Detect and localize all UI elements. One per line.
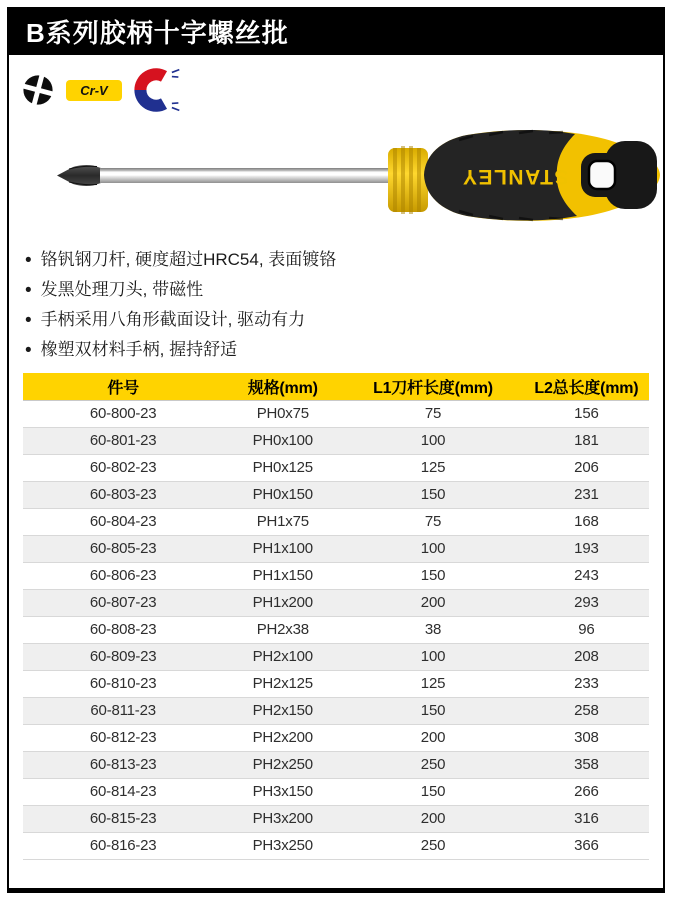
table-cell: 250 <box>342 751 524 778</box>
table-cell: PH1x75 <box>223 508 342 535</box>
feature-list <box>25 245 663 365</box>
table-cell: 100 <box>342 535 524 562</box>
table-cell: 266 <box>524 778 649 805</box>
table-cell: 60-813-23 <box>23 751 223 778</box>
table-cell: PH0x150 <box>223 481 342 508</box>
table-cell: 60-815-23 <box>23 805 223 832</box>
table-row <box>23 481 649 508</box>
table-cell: PH0x125 <box>223 454 342 481</box>
table-cell: 60-812-23 <box>23 724 223 751</box>
table-cell: 38 <box>342 616 524 643</box>
table-cell: PH1x100 <box>223 535 342 562</box>
table-row <box>23 778 649 805</box>
spec-table <box>23 373 649 860</box>
page-header <box>9 7 663 55</box>
magnet-icon <box>132 65 184 115</box>
brand-text: STANLEY <box>461 165 569 188</box>
table-row <box>23 400 649 427</box>
feature-item: • 手柄采用八角形截面设计, 驱动有力 <box>25 305 663 335</box>
table-row <box>23 562 649 589</box>
table-row <box>23 805 649 832</box>
table-row <box>23 508 649 535</box>
table-cell: 193 <box>524 535 649 562</box>
table-cell: 366 <box>524 832 649 859</box>
table-cell: PH2x38 <box>223 616 342 643</box>
magnet-spark-lines <box>172 70 179 111</box>
table-header-row <box>23 373 649 400</box>
table-cell: 60-811-23 <box>23 697 223 724</box>
screwdriver-collar <box>388 146 428 214</box>
table-cell: 60-801-23 <box>23 427 223 454</box>
table-cell: 156 <box>524 400 649 427</box>
page-frame <box>7 7 665 893</box>
table-cell: 200 <box>342 724 524 751</box>
table-cell: 60-816-23 <box>23 832 223 859</box>
table-row <box>23 670 649 697</box>
screwdriver-handle <box>424 130 660 221</box>
table-cell: PH2x100 <box>223 643 342 670</box>
table-row <box>23 751 649 778</box>
spec-table-body <box>23 400 649 859</box>
table-cell: 60-808-23 <box>23 616 223 643</box>
table-cell: 181 <box>524 427 649 454</box>
table-cell: 75 <box>342 508 524 535</box>
table-cell: 206 <box>524 454 649 481</box>
table-cell: PH2x250 <box>223 751 342 778</box>
table-cell: 60-804-23 <box>23 508 223 535</box>
table-cell: 308 <box>524 724 649 751</box>
table-cell: 150 <box>342 562 524 589</box>
table-cell: PH3x200 <box>223 805 342 832</box>
table-row <box>23 589 649 616</box>
table-cell: 208 <box>524 643 649 670</box>
table-cell: 243 <box>524 562 649 589</box>
table-cell: 233 <box>524 670 649 697</box>
table-cell: 60-810-23 <box>23 670 223 697</box>
table-cell: 96 <box>524 616 649 643</box>
table-row <box>23 724 649 751</box>
col-header-part-number: 件号 <box>23 373 223 400</box>
table-row <box>23 643 649 670</box>
table-cell: PH1x150 <box>223 562 342 589</box>
table-row <box>23 427 649 454</box>
table-cell: PH3x250 <box>223 832 342 859</box>
table-cell: 100 <box>342 643 524 670</box>
phillips-bit-icon <box>22 74 54 106</box>
page-title: B系列胶柄十字螺丝批 <box>26 17 289 48</box>
table-cell: 200 <box>342 589 524 616</box>
table-cell: PH2x200 <box>223 724 342 751</box>
col-header-shaft-length: L1刀杆长度(mm) <box>342 373 524 400</box>
table-cell: 150 <box>342 481 524 508</box>
table-cell: 125 <box>342 670 524 697</box>
table-cell: PH2x150 <box>223 697 342 724</box>
table-cell: 125 <box>342 454 524 481</box>
table-cell: 60-809-23 <box>23 643 223 670</box>
feature-item: • 铬钒钢刀杆, 硬度超过HRC54, 表面镀铬 <box>25 245 663 275</box>
crv-label: Cr-V <box>80 82 108 98</box>
feature-item: • 发黑处理刀头, 带磁性 <box>25 275 663 305</box>
table-cell: PH0x100 <box>223 427 342 454</box>
table-cell: 250 <box>342 832 524 859</box>
table-cell: 150 <box>342 697 524 724</box>
table-cell: 60-800-23 <box>23 400 223 427</box>
table-cell: PH3x150 <box>223 778 342 805</box>
table-cell: 316 <box>524 805 649 832</box>
table-row <box>23 832 649 859</box>
col-header-spec: 规格(mm) <box>223 373 342 400</box>
table-cell: 168 <box>524 508 649 535</box>
table-cell: 358 <box>524 751 649 778</box>
table-row <box>23 454 649 481</box>
col-header-total-length: L2总长度(mm) <box>524 373 649 400</box>
table-cell: 60-802-23 <box>23 454 223 481</box>
table-cell: 258 <box>524 697 649 724</box>
table-cell: 200 <box>342 805 524 832</box>
table-row <box>23 535 649 562</box>
table-cell: 60-806-23 <box>23 562 223 589</box>
table-cell: PH1x200 <box>223 589 342 616</box>
table-cell: 293 <box>524 589 649 616</box>
table-cell: 231 <box>524 481 649 508</box>
table-cell: PH2x125 <box>223 670 342 697</box>
table-cell: 100 <box>342 427 524 454</box>
screwdriver-product-image <box>9 125 663 237</box>
lanyard-hole <box>589 161 615 189</box>
table-cell: 75 <box>342 400 524 427</box>
table-cell: 60-805-23 <box>23 535 223 562</box>
table-cell: PH0x75 <box>223 400 342 427</box>
table-row <box>23 697 649 724</box>
table-cell: 60-807-23 <box>23 589 223 616</box>
table-cell: 60-814-23 <box>23 778 223 805</box>
table-cell: 150 <box>342 778 524 805</box>
feature-item: • 橡塑双材料手柄, 握持舒适 <box>25 335 663 365</box>
crv-badge <box>66 80 122 101</box>
table-cell: 60-803-23 <box>23 481 223 508</box>
table-row <box>23 616 649 643</box>
screwdriver-tip <box>57 165 101 186</box>
feature-icon-row <box>22 67 663 113</box>
